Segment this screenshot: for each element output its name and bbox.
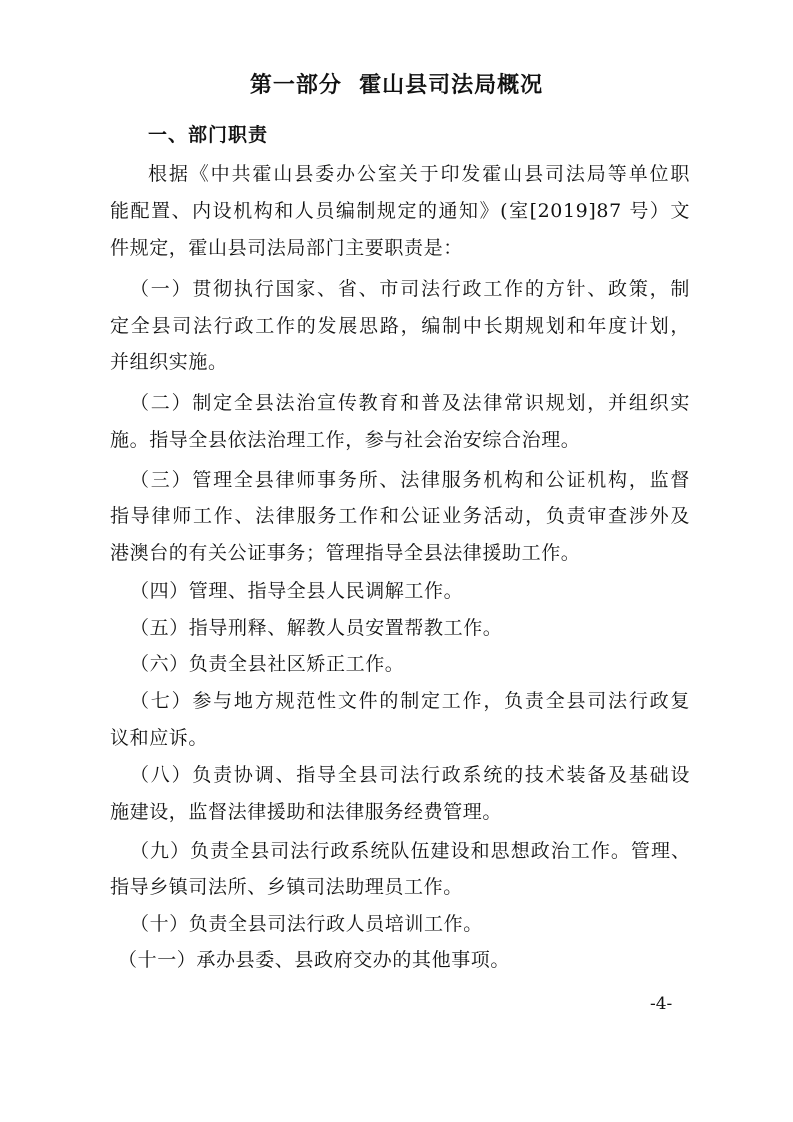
page-number: -4-	[650, 994, 673, 1014]
duty-2-line-1: （二）制定全县法治宣传教育和普及法律常识规划，并组织实	[130, 392, 690, 414]
duty-8-line-2: 施建设，监督法律援助和法律服务经费管理。	[110, 801, 503, 823]
duty-2-line-2: 施。指导全县依法治理工作，参与社会治安综合治理。	[110, 429, 581, 451]
duty-9-line-2: 指导乡镇司法所、乡镇司法助理员工作。	[110, 876, 463, 898]
duty-5-line-1: （五）指导刑释、解教人员安置帮教工作。	[130, 617, 503, 639]
duty-8-line-1: （八）负责协调、指导全县司法行政系统的技术装备及基础设	[130, 764, 690, 786]
page-title: 第一部分 霍山县司法局概况	[249, 73, 544, 98]
section-heading: 一、部门职责	[148, 124, 269, 146]
duty-3-line-2: 指导律师工作、法律服务工作和公证业务活动，负责审查涉外及	[110, 505, 690, 527]
duty-3-line-1: （三）管理全县律师事务所、法律服务机构和公证机构，监督	[130, 469, 690, 491]
duty-7-line-1: （七）参与地方规范性文件的制定工作，负责全县司法行政复	[130, 690, 690, 712]
paragraph-intro-line-3: 件规定，霍山县司法局部门主要职责是：	[110, 237, 463, 259]
duty-10-line-1: （十）负责全县司法行政人员培训工作。	[130, 913, 483, 935]
paragraph-intro-line-1: 根据《中共霍山县委办公室关于印发霍山县司法局等单位职	[148, 163, 690, 185]
duty-1-line-3: 并组织实施。	[110, 351, 228, 373]
paragraph-intro-line-2: 能配置、内设机构和人员编制规定的通知》(室[2019]87 号）文	[110, 200, 690, 222]
duty-11-line-1: （十一）承办县委、县政府交办的其他事项。	[118, 949, 511, 971]
duty-9-line-1: （九）负责全县司法行政系统队伍建设和思想政治工作。管理、	[130, 840, 690, 862]
duty-1-line-2: 定全县司法行政工作的发展思路，编制中长期规划和年度计划，	[110, 315, 690, 337]
duty-3-line-3: 港澳台的有关公证事务；管理指导全县法律援助工作。	[110, 542, 581, 564]
duty-1-line-1: （一）贯彻执行国家、省、市司法行政工作的方针、政策，制	[130, 278, 690, 300]
duty-7-line-2: 议和应诉。	[110, 727, 209, 749]
duty-6-line-1: （六）负责全县社区矫正工作。	[130, 653, 405, 675]
duty-4-line-1: （四）管理、指导全县人民调解工作。	[130, 580, 464, 602]
